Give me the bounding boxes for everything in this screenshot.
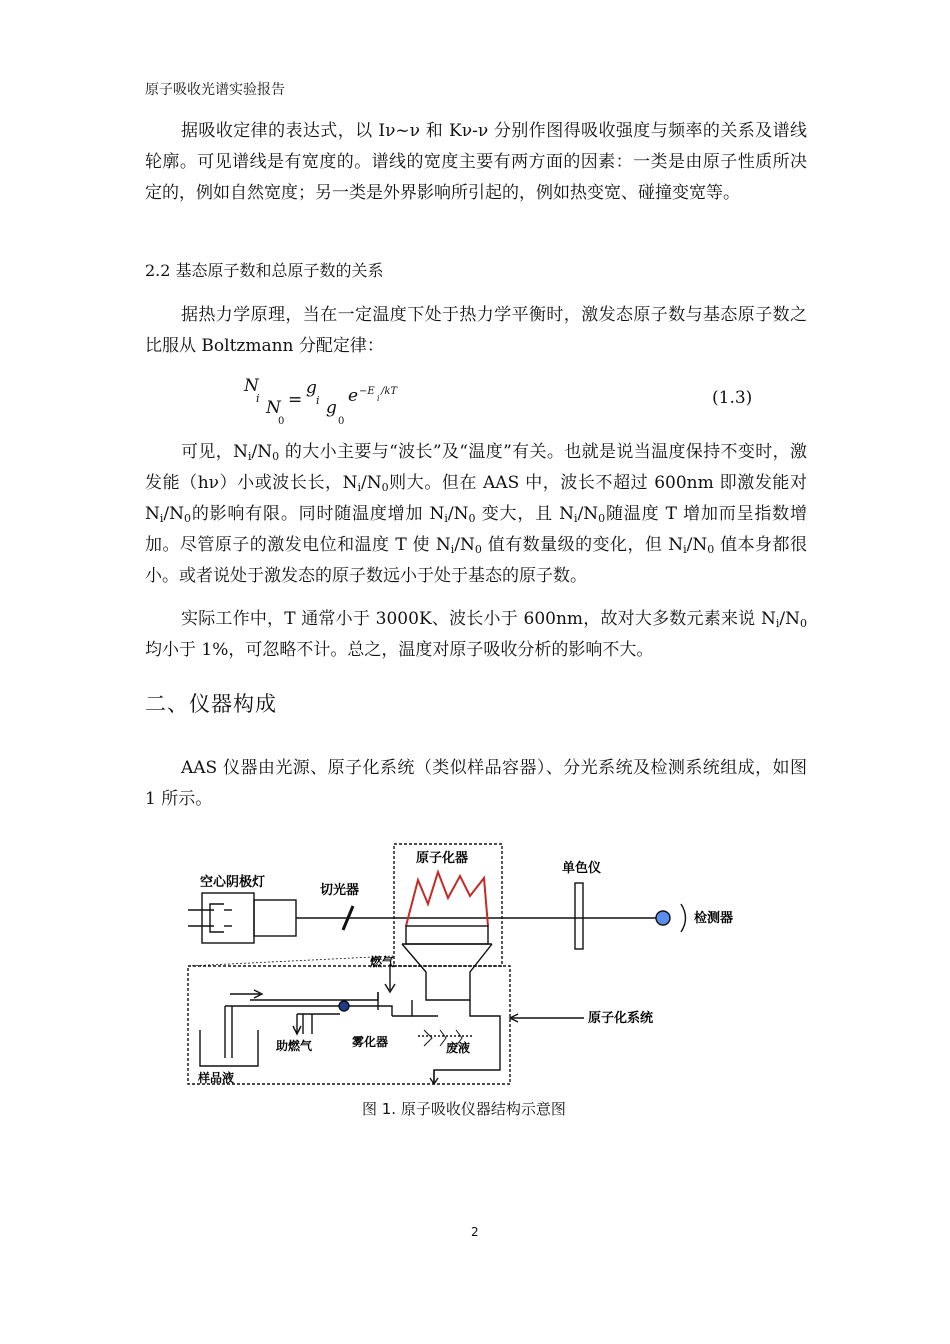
- paragraph-practical-work: 实际工作中，T 通常小于 3000K、波长小于 600nm，故对大多数元素来说 $N_i/N_0$均小于 1%，可忽略不计。总之，温度对原子吸收分析的影响不大。: [145, 609, 807, 660]
- label-oxidant: 助燃气: [276, 1039, 313, 1053]
- label-chopper: 切光器: [320, 883, 360, 898]
- paragraph-ratio-discussion: 可见，$N_i/N_0$ 的大小主要与“波长”及“温度”有关。也就是说当温度保持不变时，激发能（hν）小或波长长，$N_i/N_0$则大。但在 AAS 中，波长不超过 600nm 即激发能对 $N_i/N_0$的影响有限。同时随温度增加 $N_i/N_0$ 变大，且 $N_i/N_0$随温度 T 增加而呈指数增加。尽管原子的激发电位和温度 T 使 $N_i/N_0$ 值有数量级的变化，但 $N_i/N_0$ 值本身都很小。或者说处于激发态的原子数远小于处于基态的原子数。: [145, 442, 808, 586]
- sample-beaker: [200, 1030, 258, 1066]
- label-atomization-system: 原子化系统: [588, 1011, 654, 1026]
- lamp-neck: [254, 900, 296, 936]
- label-sample: 样品液: [198, 1071, 235, 1085]
- running-header: 原子吸收光谱实验报告: [145, 82, 285, 98]
- label-nebulizer: 雾化器: [352, 1035, 389, 1049]
- nebulizer-ball: [339, 1001, 349, 1011]
- label-waste: 废液: [446, 1041, 471, 1055]
- detector-icon: [656, 911, 670, 925]
- diagram-svg: [180, 838, 740, 1088]
- paragraph-aas-components: AAS 仪器由光源、原子化系统（类似样品容器）、分光系统及检测系统组成，如图 1 所示。: [145, 758, 807, 809]
- aas-instrument-diagram: [180, 838, 740, 1088]
- cathode-shape: [210, 904, 224, 932]
- heading-instrument-composition: 二、仪器构成: [145, 692, 277, 716]
- equation-1-3: N i N 0 = g i g 0 e −E i /kT (1.3): [244, 376, 753, 427]
- monochromator-icon: [575, 883, 583, 949]
- figure-caption: 图 1. 原子吸收仪器结构示意图: [362, 1100, 566, 1118]
- section-heading-2-2: 2.2 基态原子数和总原子数的关系: [145, 261, 384, 280]
- paragraph-absorption-law: 据吸收定律的表达式，以 Iν~ν 和 Kν-ν 分别作图得吸收强度与频率的关系及谱线轮廓。可见谱线是有宽度的。谱线的宽度主要有两方面的因素：一类是由原子性质所决定的，例如自然宽度；另一类是外界影响所引起的，例如热变宽、碰撞变宽等。: [145, 121, 807, 203]
- label-lamp: 空心阴极灯: [200, 875, 266, 890]
- burner-funnel: [402, 944, 492, 1000]
- label-atomizer: 原子化器: [416, 851, 469, 866]
- page-number: 2: [471, 1225, 479, 1239]
- label-fuel-gas: 燃气: [370, 955, 395, 969]
- label-detector: 检测器: [694, 911, 734, 926]
- paragraph-boltzmann: 据热力学原理，当在一定温度下处于热力学平衡时，激发态原子数与基态原子数之比服从 Boltzmann 分配定律：: [145, 305, 807, 356]
- label-monochromator: 单色仪: [562, 861, 602, 876]
